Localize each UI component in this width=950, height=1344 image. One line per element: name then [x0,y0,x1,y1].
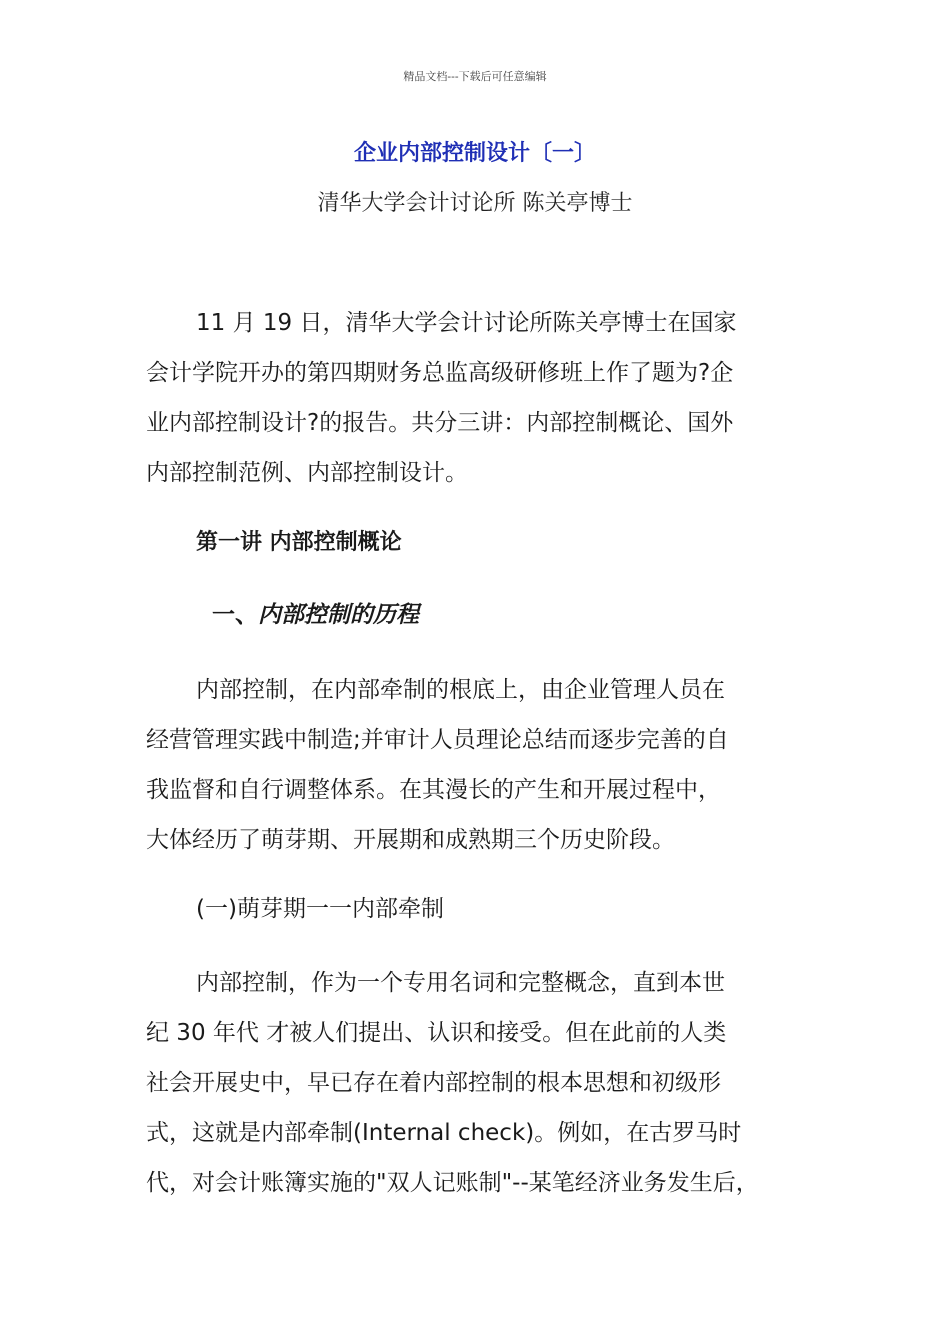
document-title: 企业内部控制设计〔一〕 [353,140,596,166]
body-line: 内部控制，作为一个专用名词和完整概念，直到本世 [196,970,725,996]
subheading: (一)萌芽期一一内部牵制 [196,896,444,922]
body-line: 代，对会计账簿实施的"双人记账制"--某笔经济业务发生后， [146,1170,759,1196]
body-line: 社会开展史中，早已存在着内部控制的根本思想和初级形 [146,1070,721,1096]
intro-line: 会计学院开办的第四期财务总监高级研修班上作了题为?企 [146,360,734,386]
intro-line: 11 月 19 日，清华大学会计讨论所陈关亭博士在国家 [196,310,737,336]
body-line: 纪 30 年代 才被人们提出、认识和接受。但在此前的人类 [146,1020,727,1046]
lecture-heading: 第一讲 内部控制概论 [196,530,402,555]
body-paragraph [146,958,811,1208]
section-heading [212,596,419,629]
body-line: 内部控制，在内部牵制的根底上，由企业管理人员在 [196,677,725,703]
intro-line: 内部控制范例、内部控制设计。 [146,460,468,486]
body-line: 大体经历了萌芽期、开展期和成熟期三个历史阶段。 [146,827,675,853]
body-paragraph [146,665,811,865]
intro-paragraph [146,298,811,498]
intro-line: 业内部控制设计?的报告。共分三讲：内部控制概论、国外 [146,410,734,436]
section-number: 一、 [212,602,258,628]
section-title: 内部控制的历程 [258,602,419,628]
body-line: 经营管理实践中制造;并审计人员理论总结而逐步完善的自 [146,727,729,753]
body-line: 我监督和自行调整体系。在其漫长的产生和开展过程中， [146,777,721,803]
header-watermark: 精品文档---下载后可任意编辑 [403,70,547,83]
document-subtitle: 清华大学会计讨论所 陈关亭博士 [317,191,633,216]
body-line: 式，这就是内部牵制(Internal check)。例如，在古罗马时 [146,1120,742,1146]
